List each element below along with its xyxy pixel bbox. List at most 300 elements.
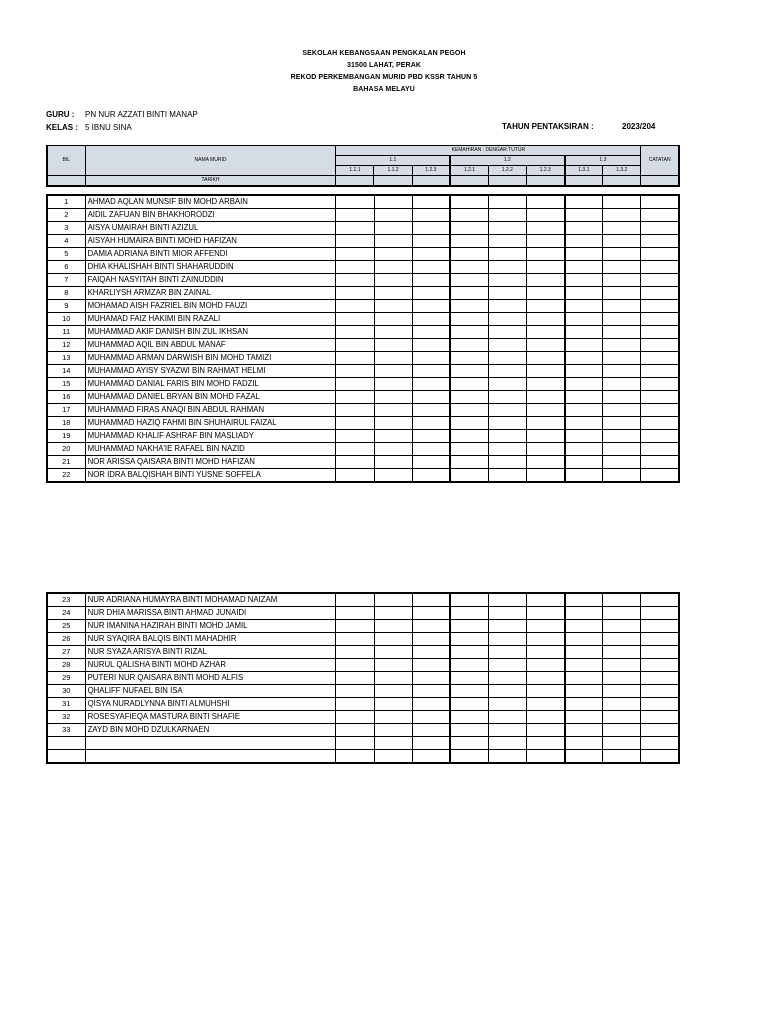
assessment-cell[interactable] [565,248,603,261]
assessment-cell[interactable] [412,391,450,404]
assessment-cell[interactable] [526,672,564,685]
assessment-cell[interactable] [488,248,526,261]
assessment-cell[interactable] [450,235,488,248]
assessment-cell[interactable] [603,378,641,391]
assessment-cell[interactable] [603,430,641,443]
assessment-cell[interactable] [565,326,603,339]
assessment-cell[interactable] [374,633,412,646]
assessment-cell[interactable] [336,750,374,764]
assessment-cell[interactable] [374,646,412,659]
catatan-cell[interactable] [641,685,679,698]
assessment-cell[interactable] [412,633,450,646]
catatan-cell[interactable] [641,620,679,633]
assessment-cell[interactable] [336,209,374,222]
assessment-cell[interactable] [374,750,412,764]
assessment-cell[interactable] [336,365,374,378]
assessment-cell[interactable] [488,352,526,365]
assessment-cell[interactable] [336,339,374,352]
assessment-cell[interactable] [603,352,641,365]
assessment-cell[interactable] [450,750,488,764]
assessment-cell[interactable] [565,646,603,659]
assessment-cell[interactable] [412,646,450,659]
assessment-cell[interactable] [336,352,374,365]
assessment-cell[interactable] [488,737,526,750]
assessment-cell[interactable] [565,430,603,443]
assessment-cell[interactable] [603,313,641,326]
assessment-cell[interactable] [450,352,488,365]
assessment-cell[interactable] [450,633,488,646]
assessment-cell[interactable] [336,685,374,698]
assessment-cell[interactable] [336,607,374,620]
assessment-cell[interactable] [603,274,641,287]
assessment-cell[interactable] [336,261,374,274]
assessment-cell[interactable] [374,391,412,404]
catatan-cell[interactable] [641,417,679,430]
assessment-cell[interactable] [488,261,526,274]
assessment-cell[interactable] [374,313,412,326]
catatan-cell[interactable] [641,404,679,417]
assessment-cell[interactable] [488,300,526,313]
catatan-cell[interactable] [641,724,679,737]
assessment-cell[interactable] [488,469,526,483]
assessment-cell[interactable] [450,711,488,724]
assessment-cell[interactable] [565,300,603,313]
assessment-cell[interactable] [526,391,564,404]
catatan-cell[interactable] [641,378,679,391]
assessment-cell[interactable] [412,443,450,456]
assessment-cell[interactable] [336,698,374,711]
assessment-cell[interactable] [336,633,374,646]
assessment-cell[interactable] [412,430,450,443]
assessment-cell[interactable] [565,235,603,248]
assessment-cell[interactable] [450,287,488,300]
assessment-cell[interactable] [565,222,603,235]
assessment-cell[interactable] [488,391,526,404]
assessment-cell[interactable] [526,287,564,300]
assessment-cell[interactable] [603,633,641,646]
catatan-cell[interactable] [641,672,679,685]
assessment-cell[interactable] [336,724,374,737]
assessment-cell[interactable] [412,287,450,300]
assessment-cell[interactable] [488,750,526,764]
catatan-cell[interactable] [641,287,679,300]
assessment-cell[interactable] [374,443,412,456]
assessment-cell[interactable] [374,672,412,685]
assessment-cell[interactable] [374,698,412,711]
assessment-cell[interactable] [603,339,641,352]
assessment-cell[interactable] [374,737,412,750]
assessment-cell[interactable] [374,195,412,209]
assessment-cell[interactable] [526,430,564,443]
assessment-cell[interactable] [374,378,412,391]
assessment-cell[interactable] [336,711,374,724]
assessment-cell[interactable] [336,378,374,391]
catatan-cell[interactable] [641,352,679,365]
assessment-cell[interactable] [526,724,564,737]
assessment-cell[interactable] [603,750,641,764]
assessment-cell[interactable] [603,287,641,300]
assessment-cell[interactable] [488,646,526,659]
assessment-cell[interactable] [488,195,526,209]
assessment-cell[interactable] [526,659,564,672]
assessment-cell[interactable] [450,698,488,711]
catatan-cell[interactable] [641,274,679,287]
catatan-cell[interactable] [641,698,679,711]
assessment-cell[interactable] [488,365,526,378]
assessment-cell[interactable] [412,326,450,339]
assessment-cell[interactable] [603,209,641,222]
catatan-cell[interactable] [641,443,679,456]
catatan-cell[interactable] [641,339,679,352]
assessment-cell[interactable] [603,698,641,711]
assessment-cell[interactable] [336,672,374,685]
assessment-cell[interactable] [450,391,488,404]
assessment-cell[interactable] [336,737,374,750]
assessment-cell[interactable] [603,607,641,620]
assessment-cell[interactable] [565,378,603,391]
assessment-cell[interactable] [450,737,488,750]
assessment-cell[interactable] [565,261,603,274]
assessment-cell[interactable] [488,659,526,672]
assessment-cell[interactable] [565,417,603,430]
assessment-cell[interactable] [603,391,641,404]
assessment-cell[interactable] [526,633,564,646]
assessment-cell[interactable] [488,633,526,646]
assessment-cell[interactable] [374,593,412,607]
assessment-cell[interactable] [450,404,488,417]
assessment-cell[interactable] [450,417,488,430]
catatan-cell[interactable] [641,209,679,222]
assessment-cell[interactable] [412,698,450,711]
assessment-cell[interactable] [526,378,564,391]
assessment-cell[interactable] [565,737,603,750]
assessment-cell[interactable] [412,195,450,209]
catatan-cell[interactable] [641,313,679,326]
assessment-cell[interactable] [603,469,641,483]
assessment-cell[interactable] [526,646,564,659]
assessment-cell[interactable] [412,313,450,326]
assessment-cell[interactable] [488,456,526,469]
assessment-cell[interactable] [488,698,526,711]
assessment-cell[interactable] [336,417,374,430]
assessment-cell[interactable] [526,222,564,235]
assessment-cell[interactable] [488,222,526,235]
assessment-cell[interactable] [603,404,641,417]
assessment-cell[interactable] [526,620,564,633]
catatan-cell[interactable] [641,750,679,764]
assessment-cell[interactable] [374,607,412,620]
assessment-cell[interactable] [488,430,526,443]
assessment-cell[interactable] [450,593,488,607]
catatan-cell[interactable] [641,430,679,443]
assessment-cell[interactable] [374,352,412,365]
assessment-cell[interactable] [526,698,564,711]
assessment-cell[interactable] [526,339,564,352]
assessment-cell[interactable] [565,698,603,711]
assessment-cell[interactable] [488,274,526,287]
assessment-cell[interactable] [526,300,564,313]
assessment-cell[interactable] [565,209,603,222]
assessment-cell[interactable] [565,365,603,378]
assessment-cell[interactable] [412,339,450,352]
assessment-cell[interactable] [336,620,374,633]
assessment-cell[interactable] [450,313,488,326]
assessment-cell[interactable] [450,339,488,352]
assessment-cell[interactable] [526,417,564,430]
assessment-cell[interactable] [450,607,488,620]
assessment-cell[interactable] [603,593,641,607]
assessment-cell[interactable] [526,248,564,261]
assessment-cell[interactable] [336,300,374,313]
assessment-cell[interactable] [374,685,412,698]
assessment-cell[interactable] [374,261,412,274]
assessment-cell[interactable] [450,300,488,313]
assessment-cell[interactable] [488,378,526,391]
assessment-cell[interactable] [488,443,526,456]
assessment-cell[interactable] [374,300,412,313]
assessment-cell[interactable] [374,222,412,235]
assessment-cell[interactable] [565,456,603,469]
assessment-cell[interactable] [526,456,564,469]
assessment-cell[interactable] [412,737,450,750]
assessment-cell[interactable] [450,456,488,469]
assessment-cell[interactable] [526,711,564,724]
assessment-cell[interactable] [336,469,374,483]
assessment-cell[interactable] [603,711,641,724]
catatan-cell[interactable] [641,711,679,724]
assessment-cell[interactable] [603,443,641,456]
assessment-cell[interactable] [450,659,488,672]
assessment-cell[interactable] [565,672,603,685]
assessment-cell[interactable] [565,287,603,300]
assessment-cell[interactable] [450,430,488,443]
assessment-cell[interactable] [374,659,412,672]
assessment-cell[interactable] [603,685,641,698]
assessment-cell[interactable] [488,313,526,326]
assessment-cell[interactable] [336,287,374,300]
assessment-cell[interactable] [450,365,488,378]
assessment-cell[interactable] [450,195,488,209]
assessment-cell[interactable] [450,685,488,698]
assessment-cell[interactable] [374,274,412,287]
assessment-cell[interactable] [603,620,641,633]
assessment-cell[interactable] [488,326,526,339]
assessment-cell[interactable] [565,443,603,456]
assessment-cell[interactable] [412,417,450,430]
assessment-cell[interactable] [450,620,488,633]
assessment-cell[interactable] [374,417,412,430]
assessment-cell[interactable] [336,195,374,209]
assessment-cell[interactable] [450,672,488,685]
assessment-cell[interactable] [336,430,374,443]
assessment-cell[interactable] [526,593,564,607]
catatan-cell[interactable] [641,248,679,261]
assessment-cell[interactable] [488,339,526,352]
assessment-cell[interactable] [603,737,641,750]
assessment-cell[interactable] [526,313,564,326]
assessment-cell[interactable] [412,235,450,248]
assessment-cell[interactable] [488,711,526,724]
assessment-cell[interactable] [603,248,641,261]
catatan-cell[interactable] [641,633,679,646]
assessment-cell[interactable] [412,456,450,469]
assessment-cell[interactable] [603,724,641,737]
assessment-cell[interactable] [526,365,564,378]
assessment-cell[interactable] [565,404,603,417]
assessment-cell[interactable] [412,261,450,274]
assessment-cell[interactable] [374,469,412,483]
catatan-cell[interactable] [641,391,679,404]
assessment-cell[interactable] [374,404,412,417]
assessment-cell[interactable] [336,274,374,287]
catatan-cell[interactable] [641,456,679,469]
catatan-cell[interactable] [641,365,679,378]
assessment-cell[interactable] [412,365,450,378]
assessment-cell[interactable] [603,456,641,469]
assessment-cell[interactable] [565,352,603,365]
assessment-cell[interactable] [603,672,641,685]
assessment-cell[interactable] [565,391,603,404]
assessment-cell[interactable] [488,404,526,417]
assessment-cell[interactable] [412,672,450,685]
catatan-cell[interactable] [641,261,679,274]
assessment-cell[interactable] [450,261,488,274]
assessment-cell[interactable] [450,469,488,483]
assessment-cell[interactable] [412,750,450,764]
catatan-cell[interactable] [641,646,679,659]
assessment-cell[interactable] [412,404,450,417]
assessment-cell[interactable] [374,711,412,724]
assessment-cell[interactable] [412,620,450,633]
assessment-cell[interactable] [488,685,526,698]
assessment-cell[interactable] [336,235,374,248]
assessment-cell[interactable] [603,261,641,274]
assessment-cell[interactable] [412,222,450,235]
assessment-cell[interactable] [374,456,412,469]
catatan-cell[interactable] [641,300,679,313]
assessment-cell[interactable] [526,469,564,483]
assessment-cell[interactable] [336,443,374,456]
assessment-cell[interactable] [565,274,603,287]
assessment-cell[interactable] [488,235,526,248]
assessment-cell[interactable] [412,711,450,724]
assessment-cell[interactable] [412,209,450,222]
assessment-cell[interactable] [526,685,564,698]
catatan-cell[interactable] [641,659,679,672]
assessment-cell[interactable] [526,737,564,750]
assessment-cell[interactable] [412,659,450,672]
assessment-cell[interactable] [526,274,564,287]
assessment-cell[interactable] [565,685,603,698]
assessment-cell[interactable] [565,195,603,209]
catatan-cell[interactable] [641,235,679,248]
assessment-cell[interactable] [565,659,603,672]
assessment-cell[interactable] [565,724,603,737]
assessment-cell[interactable] [374,287,412,300]
assessment-cell[interactable] [565,607,603,620]
assessment-cell[interactable] [412,352,450,365]
assessment-cell[interactable] [374,248,412,261]
assessment-cell[interactable] [374,365,412,378]
assessment-cell[interactable] [336,646,374,659]
assessment-cell[interactable] [374,620,412,633]
assessment-cell[interactable] [336,659,374,672]
catatan-cell[interactable] [641,195,679,209]
assessment-cell[interactable] [565,620,603,633]
assessment-cell[interactable] [565,633,603,646]
catatan-cell[interactable] [641,607,679,620]
assessment-cell[interactable] [412,274,450,287]
assessment-cell[interactable] [565,711,603,724]
assessment-cell[interactable] [412,469,450,483]
assessment-cell[interactable] [450,209,488,222]
assessment-cell[interactable] [565,313,603,326]
assessment-cell[interactable] [603,365,641,378]
assessment-cell[interactable] [603,417,641,430]
assessment-cell[interactable] [526,209,564,222]
assessment-cell[interactable] [374,724,412,737]
assessment-cell[interactable] [526,443,564,456]
assessment-cell[interactable] [336,222,374,235]
assessment-cell[interactable] [603,235,641,248]
assessment-cell[interactable] [603,195,641,209]
catatan-cell[interactable] [641,593,679,607]
assessment-cell[interactable] [336,248,374,261]
assessment-cell[interactable] [336,593,374,607]
assessment-cell[interactable] [488,620,526,633]
assessment-cell[interactable] [488,209,526,222]
assessment-cell[interactable] [450,248,488,261]
assessment-cell[interactable] [450,378,488,391]
assessment-cell[interactable] [374,209,412,222]
assessment-cell[interactable] [374,326,412,339]
assessment-cell[interactable] [488,287,526,300]
assessment-cell[interactable] [336,404,374,417]
assessment-cell[interactable] [488,593,526,607]
assessment-cell[interactable] [450,274,488,287]
assessment-cell[interactable] [488,417,526,430]
assessment-cell[interactable] [526,261,564,274]
catatan-cell[interactable] [641,222,679,235]
assessment-cell[interactable] [412,593,450,607]
assessment-cell[interactable] [336,313,374,326]
assessment-cell[interactable] [488,607,526,620]
assessment-cell[interactable] [412,300,450,313]
assessment-cell[interactable] [336,456,374,469]
assessment-cell[interactable] [412,248,450,261]
assessment-cell[interactable] [526,326,564,339]
catatan-cell[interactable] [641,326,679,339]
catatan-cell[interactable] [641,737,679,750]
assessment-cell[interactable] [374,235,412,248]
assessment-cell[interactable] [603,659,641,672]
assessment-cell[interactable] [450,326,488,339]
assessment-cell[interactable] [412,685,450,698]
assessment-cell[interactable] [450,443,488,456]
assessment-cell[interactable] [450,724,488,737]
assessment-cell[interactable] [450,222,488,235]
assessment-cell[interactable] [526,352,564,365]
assessment-cell[interactable] [565,593,603,607]
assessment-cell[interactable] [412,378,450,391]
assessment-cell[interactable] [488,672,526,685]
assessment-cell[interactable] [374,430,412,443]
assessment-cell[interactable] [603,300,641,313]
assessment-cell[interactable] [336,391,374,404]
assessment-cell[interactable] [488,724,526,737]
assessment-cell[interactable] [565,469,603,483]
assessment-cell[interactable] [526,607,564,620]
